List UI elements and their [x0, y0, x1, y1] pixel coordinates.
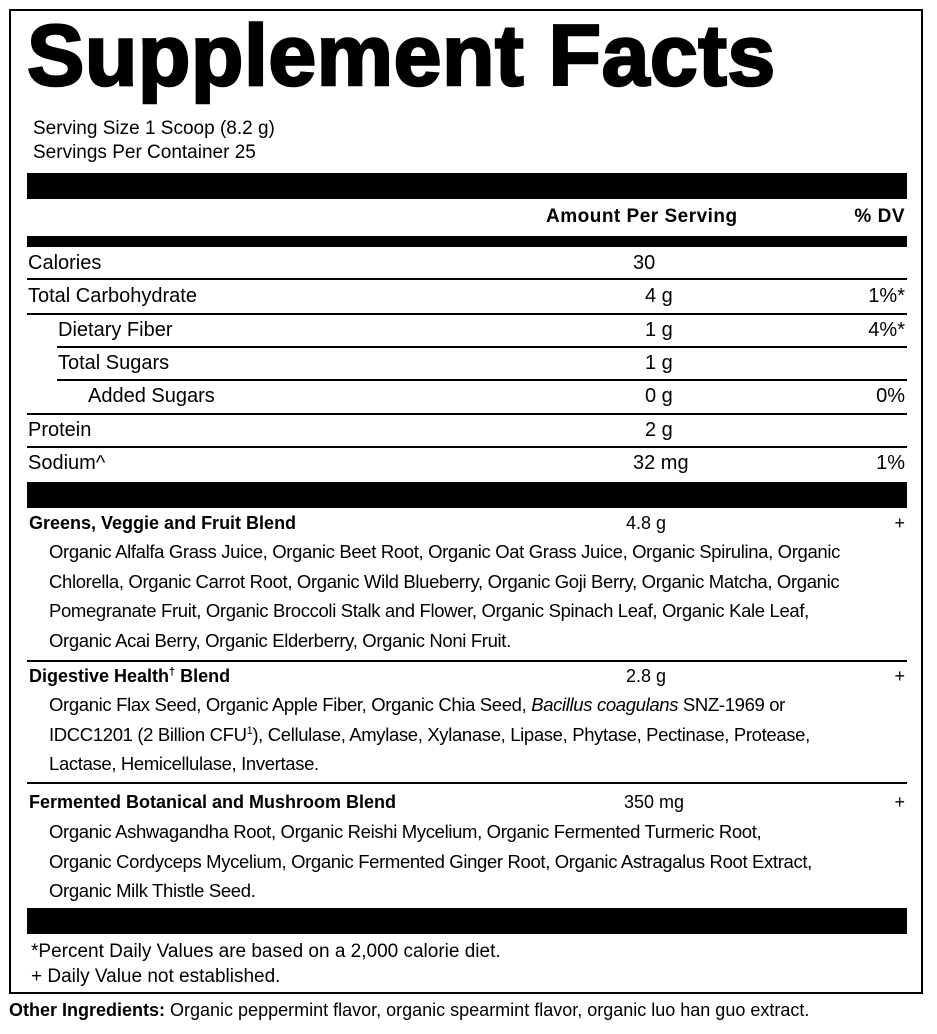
thick-divider-top	[27, 173, 907, 199]
ingredient-text: IDCC1201 (2 Billion CFU	[49, 723, 247, 745]
nutrient-dv-total-carbohydrate: 1%*	[868, 285, 905, 307]
footnote-not-established: + Daily Value not established.	[31, 966, 281, 987]
row-divider	[27, 413, 907, 415]
nutrient-amount-added-sugars: 0 g	[645, 385, 673, 407]
nutrient-label-protein: Protein	[28, 419, 92, 441]
ingredient-line: Organic Ashwagandha Root, Organic Reishi Mycelium, Organic Fermented Turmeric Root,	[49, 821, 762, 842]
ingredient-line: Organic Milk Thistle Seed.	[49, 880, 256, 901]
nutrient-label-sodium: Sodium^	[28, 452, 106, 474]
row-divider	[27, 313, 907, 315]
header-percent-dv: % DV	[854, 206, 905, 227]
row-divider	[57, 346, 907, 348]
ingredient-text: SNZ-1969 or	[678, 694, 785, 715]
ingredient-line: Chlorella, Organic Carrot Root, Organic Wild Blueberry, Organic Goji Berry, Organic Matcha, Organic	[49, 570, 840, 592]
ingredient-line: Organic Alfalfa Grass Juice, Organic Beet Root, Organic Oat Grass Juice, Organic Spirulina, Organic	[49, 541, 841, 562]
ingredient-line: Organic Acai Berry, Organic Elderberry, Organic Noni Fruit.	[49, 629, 511, 651]
row-divider	[27, 278, 907, 280]
blend-name-text: Blend	[175, 666, 231, 686]
blend-name-digestive	[29, 666, 230, 687]
header-divider	[27, 236, 907, 247]
ingredient-line: Pomegranate Fruit, Organic Broccoli Stalk and Flower, Organic Spinach Leaf, Organic Kale Leaf,	[49, 600, 809, 621]
blend-name-greens: Greens, Veggie and Fruit Blend	[29, 513, 297, 533]
nutrient-amount-protein: 2 g	[645, 419, 673, 441]
ingredient-text: ), Cellulase, Amylase, Xylanase, Lipase, Phytase, Pectinase, Protease,	[252, 723, 810, 745]
blend-ingredients-digestive	[49, 690, 919, 779]
blend-divider	[27, 782, 907, 784]
ingredient-text: Organic Flax Seed, Organic Apple Fiber, Organic Chia Seed,	[49, 694, 532, 715]
nutrient-dv-added-sugars: 0%	[876, 385, 905, 407]
nutrient-amount-dietary-fiber: 1 g	[645, 319, 673, 341]
nutrient-dv-dietary-fiber: 4%*	[868, 319, 905, 341]
nutrient-label-total-carbohydrate: Total Carbohydrate	[28, 285, 197, 307]
ingredient-line: Organic Cordyceps Mycelium, Organic Fermented Ginger Root, Organic Astragalus Root Extract,	[49, 850, 812, 872]
row-divider	[57, 379, 907, 381]
blend-amount-digestive: 2.8 g	[626, 666, 667, 686]
supplement-facts-panel	[9, 9, 923, 994]
ingredient-italic-text: Bacillus coagulans	[531, 694, 679, 715]
blend-amount-greens: 4.8 g	[626, 513, 667, 533]
thick-divider-blends	[27, 482, 907, 508]
header-amount-per-serving: Amount Per Serving	[546, 206, 738, 227]
servings-per-container: Servings Per Container 25	[33, 142, 256, 163]
blend-name-fermented: Fermented Botanical and Mushroom Blend	[29, 792, 397, 812]
thick-divider-bottom	[27, 908, 907, 934]
nutrient-label-total-sugars: Total Sugars	[58, 352, 170, 374]
footnote-mark: 1	[246, 724, 253, 737]
ingredient-line	[49, 690, 919, 720]
nutrient-label-dietary-fiber: Dietary Fiber	[58, 319, 173, 341]
footnote-daily-values: *Percent Daily Values are based on a 2,000 calorie diet.	[31, 941, 501, 962]
nutrient-label-added-sugars: Added Sugars	[88, 385, 215, 407]
blend-amount-fermented: 350 mg	[624, 792, 685, 812]
nutrient-amount-total-carbohydrate: 4 g	[645, 285, 673, 307]
nutrient-dv-sodium: 1%	[876, 452, 905, 474]
nutrient-label-calories: Calories	[28, 252, 102, 274]
serving-size: Serving Size 1 Scoop (8.2 g)	[33, 118, 275, 139]
nutrient-amount-calories: 30	[633, 252, 656, 274]
other-ingredients-text: Organic peppermint flavor, organic spearmint flavor, organic luo han guo extract.	[165, 1000, 810, 1020]
dagger-mark: †	[169, 666, 176, 678]
blend-dv-fermented: +	[894, 792, 905, 812]
blend-name-text: Digestive Health	[29, 666, 170, 686]
other-ingredients	[9, 1000, 809, 1021]
blend-divider	[27, 660, 907, 662]
other-ingredients-label: Other Ingredients:	[9, 1000, 166, 1020]
blend-ingredients-greens	[49, 537, 919, 655]
nutrient-amount-sodium: 32 mg	[633, 452, 689, 474]
blend-dv-digestive: +	[894, 666, 905, 686]
ingredient-line	[49, 720, 919, 750]
blend-ingredients-fermented	[49, 817, 919, 906]
row-divider	[27, 446, 907, 448]
blend-dv-greens: +	[894, 513, 905, 533]
panel-title: Supplement Facts	[27, 8, 776, 104]
nutrient-amount-total-sugars: 1 g	[645, 352, 673, 374]
ingredient-line: Lactase, Hemicellulase, Invertase.	[49, 753, 319, 774]
